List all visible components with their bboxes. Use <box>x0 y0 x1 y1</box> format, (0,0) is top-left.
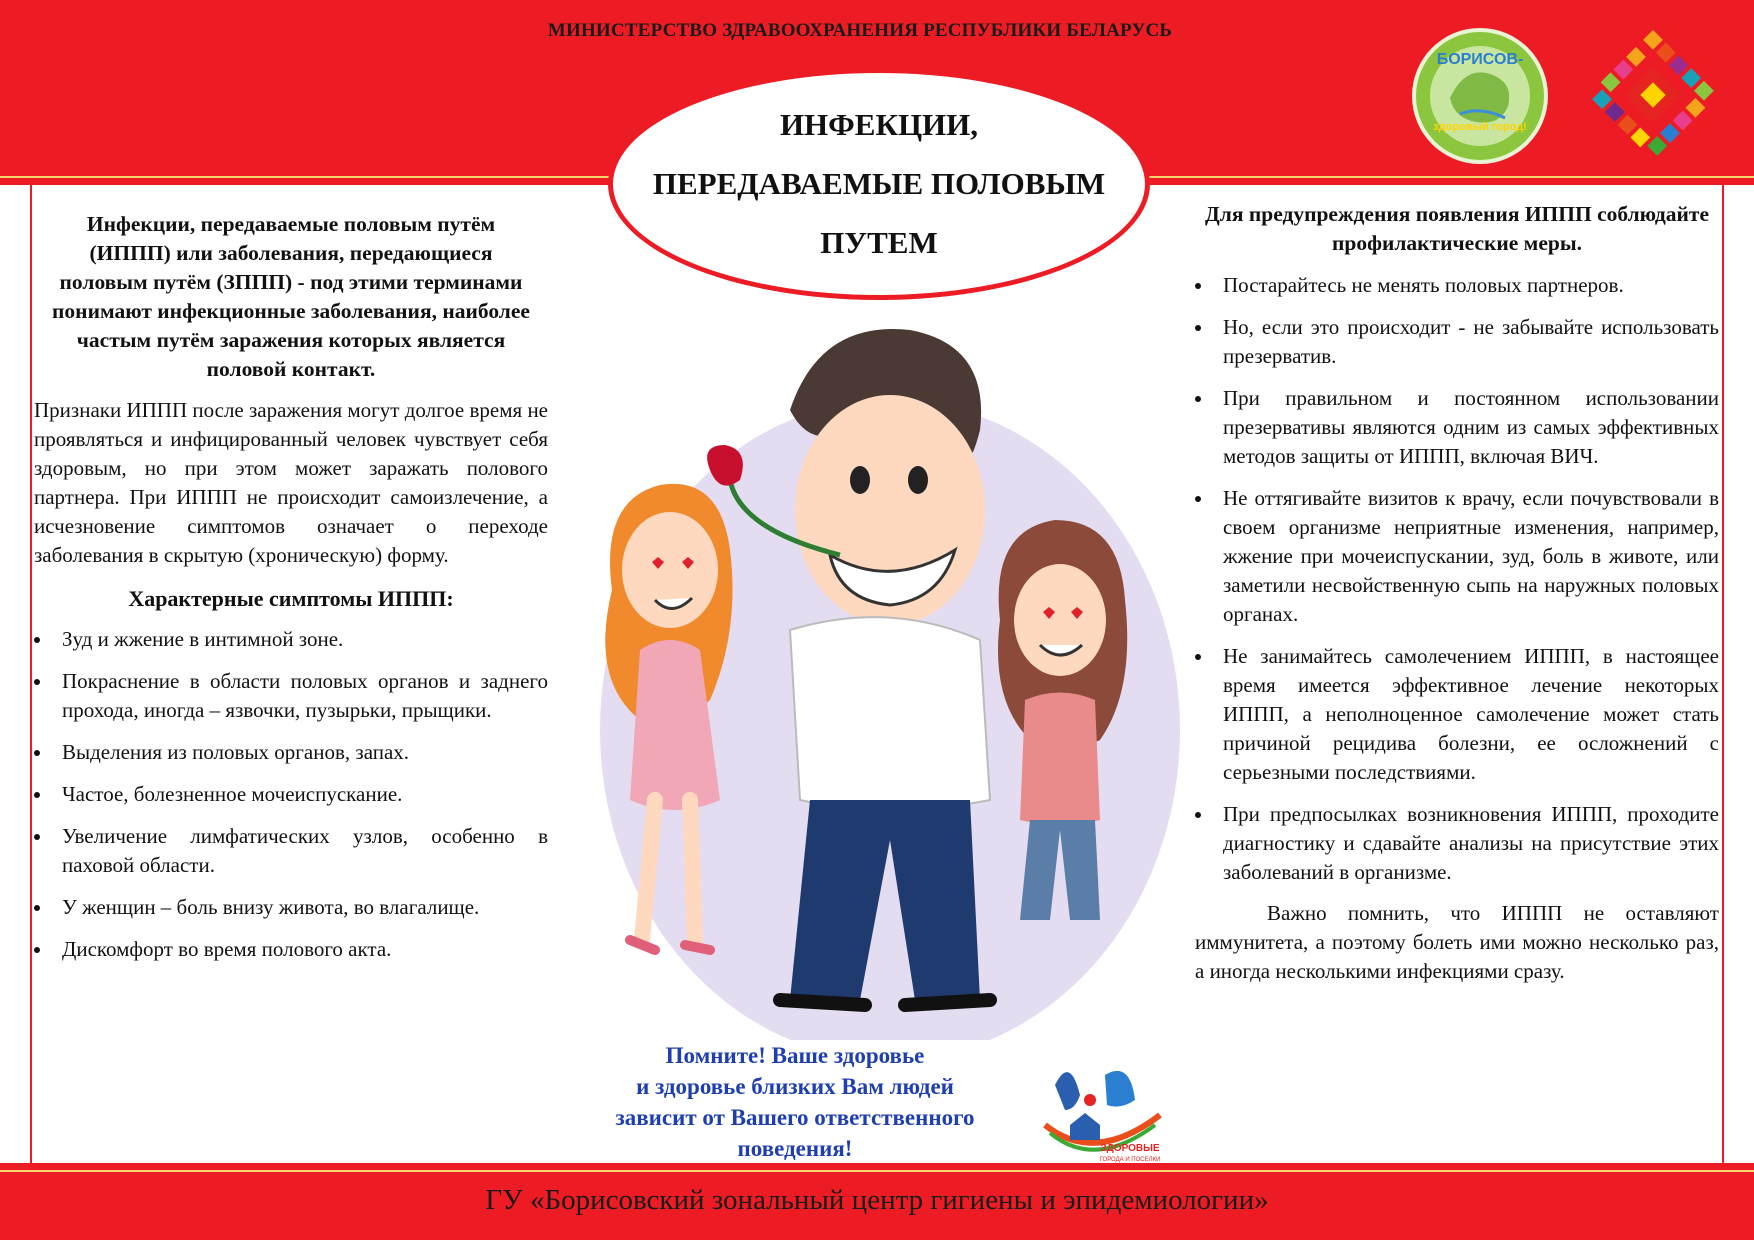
list-item <box>1195 800 1719 887</box>
title-line-1: ИНФЕКЦИИ, <box>779 107 979 142</box>
borisov-logo-top-text: БОРИСОВ- <box>1436 51 1524 68</box>
bullet-icon <box>34 905 40 911</box>
measure-text: При предпосылках возникновения ИППП, проходите диагностику и сдавайте анализы на присутствие этих заболеваний в организме. <box>1223 802 1719 884</box>
ippp-definition: Инфекции, передаваемые половым путём (ИППП) или заболевания, передающиеся половым путём (ЗППП) - под этими терминами понимают инфекционные заболевания, наиболее частым путём заражения которых является половой контакт. <box>52 212 530 381</box>
list-item <box>1195 642 1719 787</box>
symptom-text: У женщин – боль внизу живота, во влагалище. <box>62 895 480 919</box>
symptom-text: Покраснение в области половых органов и заднего прохода, иногда – язвочки, пузырьки, прыщики. <box>62 669 548 722</box>
measure-text: При правильном и постоянном использовании презервативы являются одним из самых эффективных методов защиты от ИППП, включая ВИЧ. <box>1223 386 1719 468</box>
remember-message <box>570 1040 1020 1164</box>
borisov-logo-bottom-text: здоровый город! <box>1433 121 1527 133</box>
borisov-healthy-city-logo <box>1410 26 1550 166</box>
symptom-text: Выделения из половых органов, запах. <box>62 740 410 764</box>
list-item <box>34 738 548 767</box>
ornament-logo <box>1588 30 1718 160</box>
important-note: Важно помнить, что ИППП не оставляют иммунитета, а поэтому болеть ими можно несколько раз, а иногда несколькими инфекциями сразу. <box>1195 901 1719 983</box>
symptom-text: Частое, болезненное мочеиспускание. <box>62 782 403 806</box>
left-border-line <box>30 185 32 1163</box>
measure-text: Не занимайтесь самолечением ИППП, в настоящее время имеется эффективное лечение некоторых ИППП, а неполноценное самолечение может стать причиной рецидива болезни, ее осложнений с серьезными последствиями. <box>1223 644 1719 784</box>
list-item <box>34 625 548 654</box>
list-item <box>1195 271 1719 300</box>
healthy-cities-logo-line1: ЗДОРОВЫЕ <box>1100 1143 1160 1154</box>
bullet-icon <box>34 679 40 685</box>
prevention-list <box>1195 271 1719 887</box>
bullet-icon <box>1195 496 1201 502</box>
list-item <box>34 935 548 964</box>
cartoon-illustration <box>560 300 1200 1040</box>
signs-paragraph: Признаки ИППП после заражения могут долгое время не проявляться и инфицированный человек чувствует себя здоровым, но при этом может заражать полового партнера. При ИППП не происходит самоизлечение, а исчезновение симптомов означает о переходе заболевания в скрытую (хроническую) форму. <box>34 398 548 567</box>
bullet-icon <box>1195 654 1201 660</box>
measure-text: Не оттягивайте визитов к врачу, если почувствовали в своем организме неприятные изменения, например, жжение при мочеиспускании, зуд, боль в животе, или заметили несвойственную сыпь на наружных половых органах. <box>1223 486 1719 626</box>
list-item <box>34 667 548 725</box>
symptom-text: Увеличение лимфатических узлов, особенно в паховой области. <box>62 824 548 877</box>
symptoms-heading: Характерные симптомы ИППП: <box>128 586 454 611</box>
measure-text: Постарайтесь не менять половых партнеров. <box>1223 273 1624 297</box>
bullet-icon <box>1195 812 1201 818</box>
right-border-line <box>1722 185 1724 1163</box>
organization-name: ГУ «Борисовский зональный центр гигиены и эпидемиологии» <box>485 1184 1269 1216</box>
list-item <box>1195 484 1719 629</box>
bullet-icon <box>1195 283 1201 289</box>
left-column <box>34 210 548 964</box>
footer-gold-line <box>0 1170 1754 1172</box>
bullet-icon <box>34 834 40 840</box>
title-line-3: ПУТЕМ <box>820 225 938 260</box>
prevention-heading: Для предупреждения появления ИППП соблюдайте профилактические меры. <box>1204 202 1709 255</box>
page-title <box>620 95 1138 272</box>
list-item <box>34 893 548 922</box>
symptoms-list <box>34 625 548 964</box>
measure-text: Но, если это происходит - не забывайте использовать презерватив. <box>1223 315 1719 368</box>
healthy-cities-logo <box>1035 1055 1180 1165</box>
symptom-text: Зуд и жжение в интимной зоне. <box>62 627 344 651</box>
bullet-icon <box>34 792 40 798</box>
bullet-icon <box>1195 396 1201 402</box>
remember-line-2: и здоровье близких Вам людей <box>636 1074 954 1099</box>
bullet-icon <box>34 750 40 756</box>
healthy-cities-logo-line2: ГОРОДА И ПОСЕЛКИ <box>1099 1157 1161 1163</box>
title-line-2: ПЕРЕДАВАЕМЫЕ ПОЛОВЫМ <box>652 166 1106 201</box>
list-item <box>1195 384 1719 471</box>
symptom-text: Дискомфорт во время полового акта. <box>62 937 392 961</box>
bullet-icon <box>1195 325 1201 331</box>
remember-line-3: зависит от Вашего ответственного <box>615 1105 975 1130</box>
remember-line-1: Помните! Ваше здоровье <box>665 1043 925 1068</box>
ministry-name: МИНИСТЕРСТВО ЗДРАВООХРАНЕНИЯ РЕСПУБЛИКИ БЕЛАРУСЬ <box>547 20 1173 41</box>
bullet-icon <box>34 947 40 953</box>
remember-line-4: поведения! <box>737 1136 853 1161</box>
list-item <box>34 780 548 809</box>
list-item <box>34 822 548 880</box>
bullet-icon <box>34 637 40 643</box>
right-column <box>1195 200 1719 986</box>
list-item <box>1195 313 1719 371</box>
